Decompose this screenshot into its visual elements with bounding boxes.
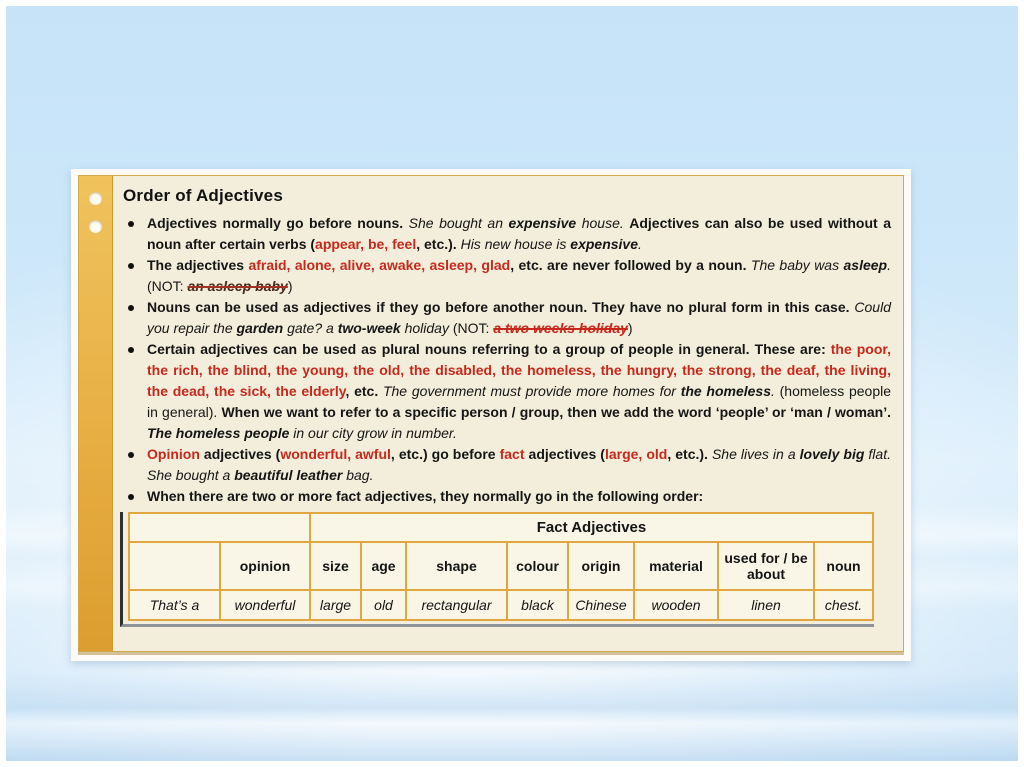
text-segment: gate? a	[283, 320, 338, 336]
text-segment: house.	[576, 215, 630, 231]
text-segment: adjectives (	[524, 446, 605, 462]
text-segment: expensive	[570, 236, 639, 252]
text-segment: .	[887, 257, 891, 273]
text-segment: appear, be, feel	[315, 236, 417, 252]
text-segment: an asleep baby	[187, 278, 288, 294]
text-segment: , etc.).	[416, 236, 461, 252]
bullet-dot-icon	[128, 452, 134, 458]
text-segment: The homeless people	[147, 425, 294, 441]
cell-shape: rectangular	[406, 590, 507, 620]
bullet-item	[120, 444, 891, 486]
text-segment: Opinion	[147, 446, 200, 462]
text-segment: the homeless	[680, 383, 772, 399]
textbook-page	[78, 175, 904, 652]
text-segment: Adjectives normally go before nouns.	[147, 215, 409, 231]
example-row	[129, 590, 873, 620]
cell-opinion: wonderful	[220, 590, 310, 620]
text-segment: )	[287, 278, 293, 294]
text-segment: two-week	[337, 320, 401, 336]
bullet-item	[120, 297, 891, 339]
text-segment: a two weeks holiday	[493, 320, 628, 336]
bullet-list	[120, 213, 891, 507]
cell-age: old	[361, 590, 406, 620]
fact-adjectives-banner: Fact Adjectives	[310, 513, 873, 542]
text-segment: The government must provide more homes for	[382, 383, 681, 399]
banner-row	[129, 513, 873, 542]
bullet-dot-icon	[128, 305, 134, 311]
bullet-item	[120, 486, 891, 507]
text-segment: The adjectives	[147, 257, 249, 273]
cell-colour: black	[507, 590, 568, 620]
text-segment: Certain adjectives can be used as plural nouns referring to a group of people in general. These are:	[147, 341, 831, 357]
text-segment: beautiful leather	[234, 467, 343, 483]
col-header-age: age	[361, 542, 406, 590]
text-segment: Nouns can be used as adjectives if they go before another noun. They have no plural form in this case.	[147, 299, 855, 315]
text-segment: expensive	[508, 215, 577, 231]
cell-intro: That’s a	[129, 590, 220, 620]
bullet-dot-icon	[128, 494, 134, 500]
text-segment: Could you repair the	[147, 299, 891, 336]
text-segment: wonderful, awful	[280, 446, 391, 462]
col-header-size: size	[310, 542, 361, 590]
col-header-opinion: opinion	[220, 542, 310, 590]
text-segment: afraid, alone, alive, awake, asleep, glad	[248, 257, 511, 273]
text-segment: His new house is	[460, 236, 571, 252]
col-header-material: material	[634, 542, 718, 590]
header-spacer	[129, 542, 220, 590]
text-segment: .	[771, 383, 780, 399]
text-segment: , etc. are never followed by a noun.	[510, 257, 751, 273]
page-binding-strip	[79, 176, 113, 651]
col-header-used-for: used for / be about	[718, 542, 814, 590]
col-header-origin: origin	[568, 542, 634, 590]
cell-noun: chest.	[814, 590, 873, 620]
text-segment: When there are two or more fact adjectives, they normally go in the following order:	[147, 488, 704, 504]
col-header-noun: noun	[814, 542, 873, 590]
fact-adjectives-table	[128, 512, 874, 621]
text-segment: lovely big	[799, 446, 865, 462]
text-segment: (homeless people in general).	[147, 383, 891, 420]
text-segment: When we want to refer to a specific person / group, then we add the word ‘people’ or ‘man / woman’.	[221, 404, 892, 420]
text-segment: She bought an	[408, 215, 509, 231]
text-segment: adjectives (	[199, 446, 281, 462]
text-segment: flat. She bought a	[147, 446, 891, 483]
text-segment: fact	[499, 446, 525, 462]
text-segment: the poor, the rich, the blind, the young, the old, the disabled, the homeless, the hungry, the strong, the deaf, the living, the dead, the sick, the elderly	[147, 341, 891, 399]
cell-material: wooden	[634, 590, 718, 620]
text-segment: garden	[236, 320, 284, 336]
text-segment: )	[627, 320, 633, 336]
col-header-shape: shape	[406, 542, 507, 590]
page-title: Order of Adjectives	[123, 186, 283, 205]
header-row	[129, 542, 873, 590]
bullet-item	[120, 213, 891, 255]
text-segment: .	[638, 236, 642, 252]
text-segment: , etc.).	[667, 446, 712, 462]
text-segment: Adjectives can also be used without a noun after certain verbs (	[147, 215, 891, 252]
text-segment: bag.	[342, 467, 374, 483]
text-segment: , etc.	[345, 383, 383, 399]
bullet-dot-icon	[128, 347, 134, 353]
col-header-colour: colour	[507, 542, 568, 590]
textbook-page-scan	[71, 169, 911, 661]
bullet-dot-icon	[128, 221, 134, 227]
text-segment: (NOT:	[147, 278, 188, 294]
text-segment: in our city grow in number.	[293, 425, 457, 441]
bullet-item	[120, 339, 891, 444]
cell-size: large	[310, 590, 361, 620]
cell-origin: Chinese	[568, 590, 634, 620]
text-segment: (NOT:	[452, 320, 494, 336]
punch-hole-icon	[89, 192, 102, 205]
cell-used-for: linen	[718, 590, 814, 620]
bullet-item	[120, 255, 891, 297]
table-rule-frame	[120, 512, 874, 627]
text-segment: She lives in a	[711, 446, 800, 462]
banner-spacer	[129, 513, 310, 542]
page-content	[120, 184, 891, 645]
text-segment: large, old	[604, 446, 668, 462]
punch-hole-icon	[89, 220, 102, 233]
text-segment: The baby was	[750, 257, 844, 273]
text-segment: asleep	[843, 257, 888, 273]
text-segment: , etc.) go before	[390, 446, 500, 462]
text-segment: holiday	[400, 320, 453, 336]
bullet-dot-icon	[128, 263, 134, 269]
